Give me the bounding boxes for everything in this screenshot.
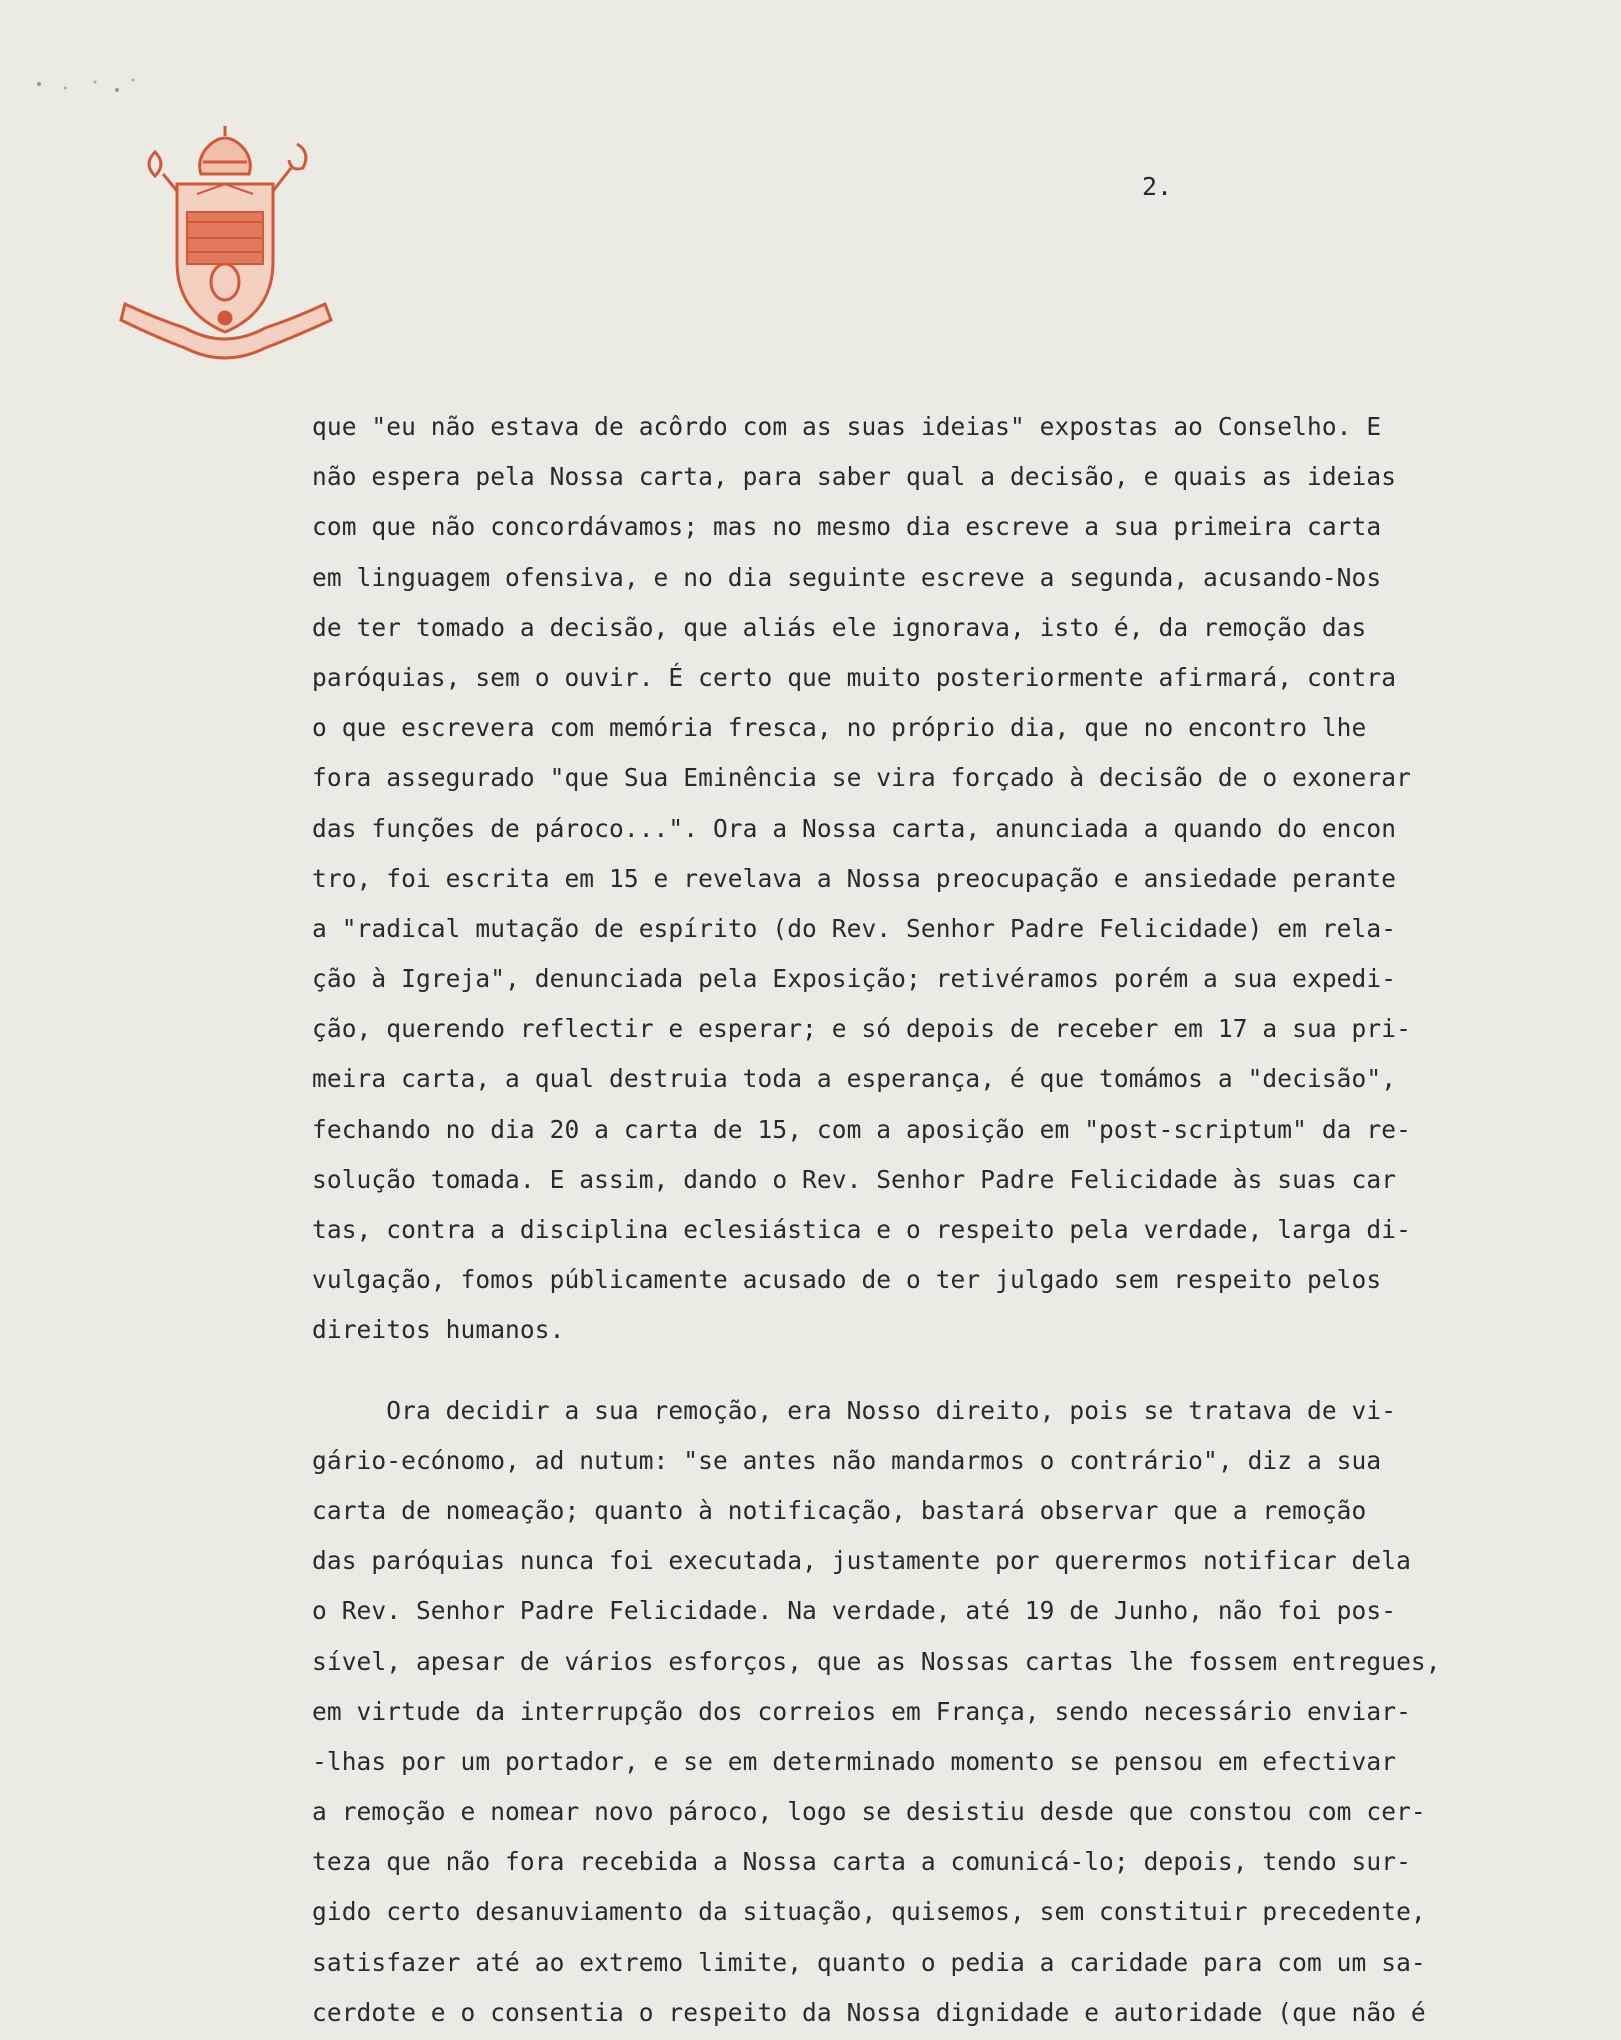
text-line: tro, foi escrita em 15 e revelava a Nossa preocupação e ansiedade perante: [312, 863, 1397, 893]
text-line: em linguagem ofensiva, e no dia seguinte escreve a segunda, acusando-Nos: [312, 562, 1382, 592]
paragraph-gap: [312, 1356, 1592, 1386]
text-line: não espera pela Nossa carta, para saber qual a decisão, e quais as ideias: [312, 462, 1397, 492]
text-line: direitos humanos.: [312, 1315, 565, 1345]
text-line: com que não concordávamos; mas no mesmo dia escreve a sua primeira carta: [312, 512, 1382, 542]
archiepiscopal-coat-of-arms-icon: [115, 122, 335, 372]
text-line: ção, querendo reflectir e esperar; e só depois de receber em 17 a sua pri-: [312, 1014, 1411, 1044]
text-line: a remoção e nomear novo pároco, logo se desistiu desde que constou com cer-: [312, 1797, 1426, 1827]
text-line: teza que não fora recebida a Nossa carta a comunicá-lo; depois, tendo sur-: [312, 1847, 1411, 1877]
text-line: solução tomada. E assim, dando o Rev. Senhor Padre Felicidade às suas car: [312, 1164, 1397, 1194]
text-line: ção à Igreja", denunciada pela Exposição; retivéramos porém a sua expedi-: [312, 964, 1397, 994]
text-line: que "eu não estava de acôrdo com as suas ideias" expostas ao Conselho. E: [312, 412, 1382, 441]
paragraph-1: [312, 402, 1592, 1356]
text-line: de ter tomado a decisão, que aliás ele ignorava, isto é, da remoção das: [312, 612, 1367, 642]
text-line: fora assegurado "que Sua Eminência se vira forçado à decisão de o exonerar: [312, 763, 1411, 793]
text-line: o que escrevera com memória fresca, no próprio dia, que no encontro lhe: [312, 713, 1367, 743]
page-number: 2.: [1142, 172, 1173, 201]
text-line: das paróquias nunca foi executada, justamente por querermos notificar dela: [312, 1546, 1411, 1576]
text-line: -lhas por um portador, e se em determinado momento se pensou em efectivar: [312, 1746, 1397, 1776]
text-line: o Rev. Senhor Padre Felicidade. Na verdade, até 19 de Junho, não foi pos-: [312, 1596, 1397, 1626]
text-line: satisfazer até ao extremo limite, quanto o pedia a caridade para com um sa-: [312, 1947, 1426, 1977]
paragraph-2: [312, 1386, 1592, 2038]
text-line: meira carta, a qual destruia toda a esperança, é que tomámos a "decisão",: [312, 1064, 1397, 1094]
text-line: sível, apesar de vários esforços, que as Nossas cartas lhe fossem entregues,: [312, 1646, 1441, 1676]
text-line: das funções de pároco...". Ora a Nossa carta, anunciada a quando do encon: [312, 813, 1397, 843]
text-line: tas, contra a disciplina eclesiástica e o respeito pela verdade, larga di-: [312, 1215, 1411, 1244]
text-line: fechando no dia 20 a carta de 15, com a aposição em "post-scriptum" da re-: [312, 1114, 1411, 1144]
paper-speck-marks: [25, 64, 145, 104]
text-line: carta de nomeação; quanto à notificação, bastará observar que a remoção: [312, 1495, 1367, 1525]
text-line: vulgação, fomos públicamente acusado de o ter julgado sem respeito pelos: [312, 1265, 1382, 1295]
text-line: gário-ecónomo, ad nutum: "se antes não mandarmos o contrário", diz a sua: [312, 1445, 1382, 1475]
text-line: paróquias, sem o ouvir. É certo que muito posteriormente afirmará, contra: [312, 662, 1397, 692]
letter-body: [312, 402, 1592, 2038]
text-line: gido certo desanuviamento da situação, quisemos, sem constituir precedente,: [312, 1897, 1426, 1927]
text-line: Ora decidir a sua remoção, era Nosso direito, pois se tratava de vi-: [312, 1395, 1397, 1425]
text-line: a "radical mutação de espírito (do Rev. Senhor Padre Felicidade) em rela-: [312, 913, 1397, 943]
text-line: cerdote e o consentia o respeito da Nossa dignidade e autoridade (que não é: [312, 1997, 1426, 2027]
text-line: em virtude da interrupção dos correios em França, sendo necessário enviar-: [312, 1696, 1411, 1726]
